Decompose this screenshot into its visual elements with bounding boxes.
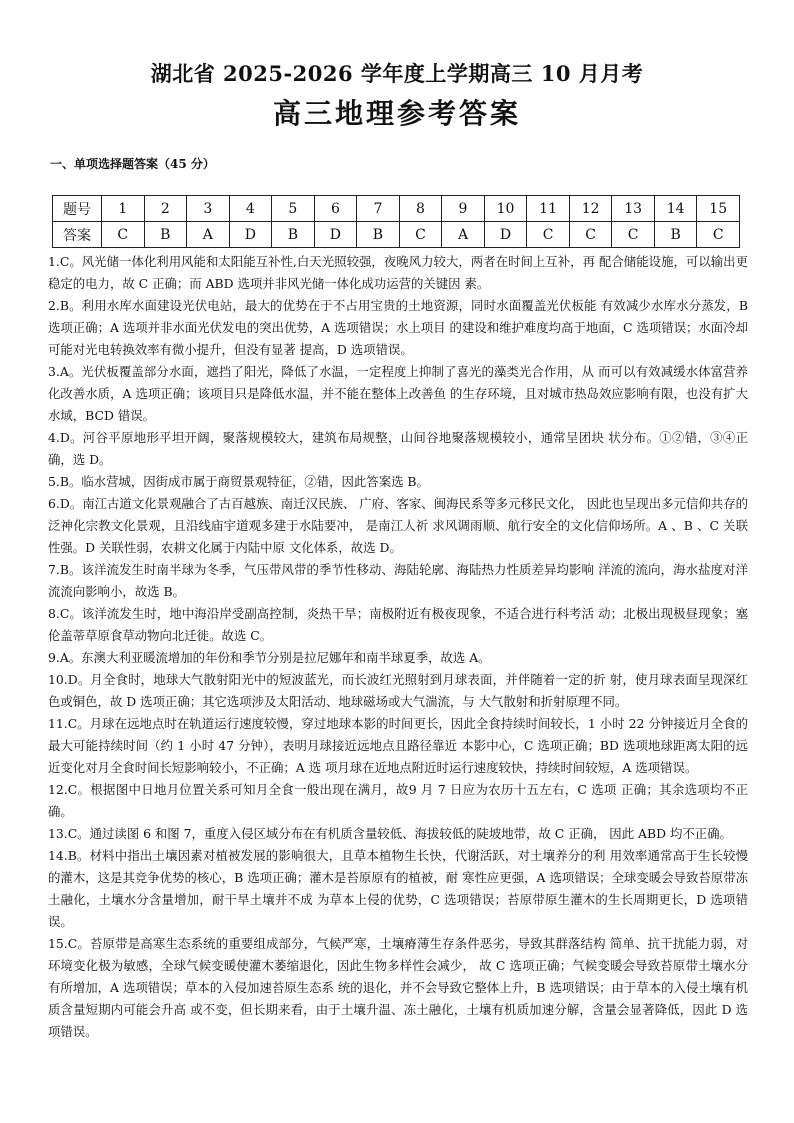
- question-number-cell: 13: [612, 196, 655, 222]
- question-number-cell: 7: [357, 196, 400, 222]
- explanation-item: 15.C。苔原带是高寒生态系统的重要组成部分，气候严寒，土壤瘠薄生存条件恶劣，导致其群落结构 简单、抗干扰能力弱，对环境变化极为敏感，全球气候变暖使灌木萎缩退化，因此生物多样性会减少， 故 C 选项正确；气候变暖会导致苔原带土壤水分有所增加，A 选项错误；草本的入侵加速苔原生态系 统的退化，并不会导致它整体上升，B 选项错误；由于草本的入侵土壤有机质含量短期内可能会升高 或不变，但长期来看，由于土壤升温、冻土融化，土壤有机质加速分解，含量会显著降低，因此 D 选项错误。: [48, 936, 748, 1039]
- answer-cell: A: [442, 222, 485, 248]
- question-number-cell: 5: [272, 196, 315, 222]
- explanation-item: 10.D。月全食时，地球大气散射阳光中的短波蓝光，而长波红光照射到月球表面，并伴随着一定的折 射，使月球表面呈现深红色或铜色，故 D 选项正确；其它选项涉及太阳活动、地球磁场或大气湍流，与 大气散射和折射原理不同。: [48, 672, 748, 709]
- answer-cell: B: [272, 222, 315, 248]
- row-label-answer: 答案: [53, 222, 102, 248]
- explanation-item: 3.A。光伏板覆盖部分水面，遮挡了阳光，降低了水温，一定程度上抑制了喜光的藻类光合作用，从 而可以有效减缓水体富营养化改善水质，A 选项正确；该项目只是降低水温，并不能在整体上改善鱼 的生存环境，且对城市热岛效应影响有限，也没有扩大水域，BCD 错误。: [48, 364, 748, 423]
- question-number-cell: 2: [144, 196, 187, 222]
- answer-cell: D: [484, 222, 527, 248]
- section-title: 一、单项选择题答案（45 分）: [50, 157, 215, 171]
- explanation-item: 7.B。该洋流发生时南半球为冬季，气压带风带的季节性移动、海陆轮廓、海陆热力性质差异均影响 洋流的流向，海水盐度对洋流流向影响小，故选 B。: [48, 562, 748, 599]
- explanation-item: 2.B。利用水库水面建设光伏电站，最大的优势在于不占用宝贵的土地资源，同时水面覆盖光伏板能 有效减少水库水分蒸发，B 选项正确；A 选项并非水面光伏发电的突出优势，A 选项错误；水上项目 的建设和维护难度均高于地面，C 选项错误；水面冷却可能对光电转换效率有微小提升，但没有显著 提高，D 选项错误。: [48, 298, 748, 357]
- answer-table: [52, 195, 740, 248]
- exam-title: 湖北省 2025-2026 学年度上学期高三 10 月月考: [150, 61, 644, 86]
- question-number-cell: 6: [314, 196, 357, 222]
- answer-cell: B: [654, 222, 697, 248]
- answer-cell: C: [612, 222, 655, 248]
- question-number-cell: 4: [229, 196, 272, 222]
- explanation-item: 1.C。风光储一体化利用风能和太阳能互补性,白天光照较强，夜晚风力较大，两者在时间上互补，再 配合储能设施，可以输出更稳定的电力，故 C 正确；而 ABD 选项并非风光储一体化成功运营的关键因 素。: [48, 254, 748, 291]
- answer-cell: C: [569, 222, 612, 248]
- explanations: [48, 251, 748, 1043]
- answer-cell: C: [399, 222, 442, 248]
- answer-cell: C: [697, 222, 740, 248]
- answer-cell: D: [229, 222, 272, 248]
- explanation-item: 14.B。材料中指出土壤因素对植被发展的影响很大，且草本植物生长快，代谢活跃，对土壤养分的利 用效率通常高于生长较慢的灌木，这是其竞争优势的核心，B 选项正确；灌木是苔原原有的植被，耐 寒性应更强，A 选项错误；全球变暖会导致苔原带冻土融化，土壤水分含量增加，耐干旱土壤并不成 为草本上侵的优势，C 选项错误；苔原带原生灌木的生长周期更长，D 选项错误。: [48, 848, 748, 929]
- question-number-cell: 12: [569, 196, 612, 222]
- explanation-item: 9.A。东澳大利亚暖流增加的年份和季节分别是拉尼娜年和南半球夏季，故选 A。: [48, 650, 491, 665]
- row-label-number: 题号: [53, 196, 102, 222]
- answer-cell: B: [357, 222, 400, 248]
- explanation-item: 6.D。南江古道文化景观融合了古百越族、南迁汉民族、 广府、客家、闽海民系等多元移民文化， 因此也呈现出多元信仰共存的泛神化宗教文化景观，且沿线庙宇道观多建于水陆要冲， 是南江人祈 求风调雨顺、航行安全的文化信仰场所。A 、B 、C 关联性强。D 关联性弱，农耕文化属于内陆中原 文化体系，故选 D。: [48, 496, 748, 555]
- question-number-cell: 1: [102, 196, 145, 222]
- question-number-cell: 9: [442, 196, 485, 222]
- question-number-row: [53, 196, 740, 222]
- explanation-item: 5.B。临水营城，因街成市属于商贸景观特征，②错，因此答案选 B。: [48, 474, 429, 489]
- question-number-cell: 10: [484, 196, 527, 222]
- explanation-item: 11.C。月球在远地点时在轨道运行速度较慢，穿过地球本影的时间更长，因此全食持续时间较长，1 小时 22 分钟接近月全食的最大可能持续时间（约 1 小时 47 分钟），表明月球接近远地点且路径靠近 本影中心，C 选项正确；BD 选项地球距离太阳的远近变化对月全食时间长短影响较小，不正确；A 选 项月球在近地点附近时运行速度较快，持续时间较短，A 选项错误。: [48, 716, 748, 775]
- document-title: 高三地理参考答案: [272, 97, 521, 130]
- question-number-cell: 3: [187, 196, 230, 222]
- answer-cell: C: [527, 222, 570, 248]
- answer-cell: C: [102, 222, 145, 248]
- answer-cell: A: [187, 222, 230, 248]
- question-number-cell: 15: [697, 196, 740, 222]
- question-number-cell: 11: [527, 196, 570, 222]
- explanation-item: 12.C。根据图中日地月位置关系可知月全食一般出现在满月，故9 月 7 日应为农历十五左右，C 选项 正确；其余选项均不正确。: [48, 782, 748, 819]
- question-number-cell: 14: [654, 196, 697, 222]
- explanation-item: 13.C。通过读图 6 和图 7，重度入侵区域分布在有机质含量较低、海拔较低的陡坡地带，故 C 正确， 因此 ABD 均不正确。: [48, 826, 732, 841]
- answer-row: [53, 222, 740, 248]
- answer-cell: B: [144, 222, 187, 248]
- answer-cell: D: [314, 222, 357, 248]
- explanation-item: 8.C。该洋流发生时，地中海沿岸受副高控制，炎热干旱；南极附近有极夜现象，不适合进行科考活 动；北极出现极昼现象；塞伦盖蒂草原食草动物向北迁徙。故选 C。: [48, 606, 748, 643]
- question-number-cell: 8: [399, 196, 442, 222]
- explanation-item: 4.D。河谷平原地形平坦开阔，聚落规模较大，建筑布局规整，山间谷地聚落规模较小，通常呈团块 状分布。①②错，③④正确，选 D。: [48, 430, 748, 467]
